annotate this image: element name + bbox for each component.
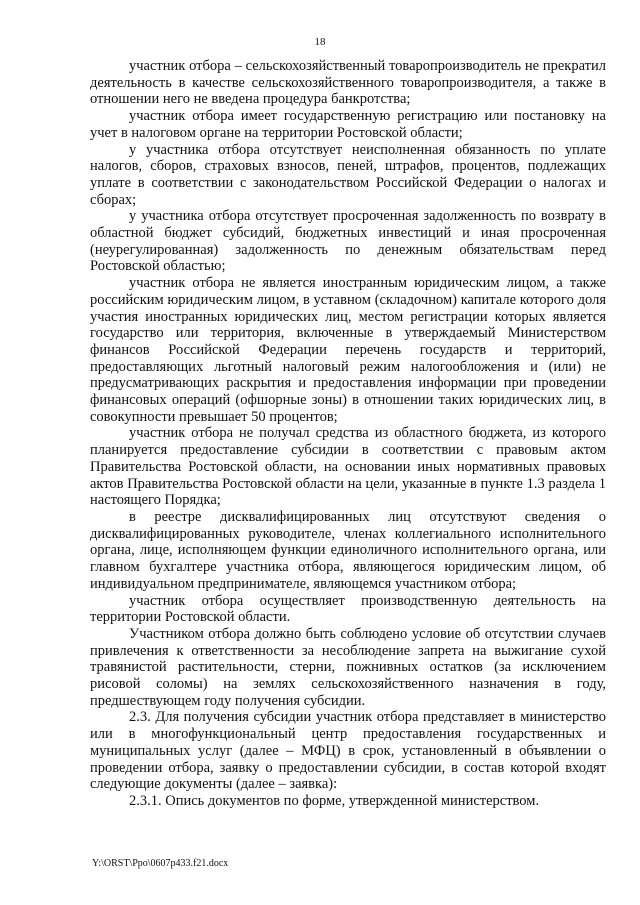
paragraph: участник отбора имеет государственную регистрацию или постановку на учет в налоговом органе на территории Ростовской области;: [90, 108, 606, 141]
page-number: 18: [314, 36, 326, 48]
paragraph: участник отбора – сельскохозяйственный товаропроизводитель не прекратил деятельность в качестве сельскохозяйственного товаропроизводителя, а также в отношении него не введена процедура банкротства;: [90, 58, 606, 108]
paragraph: участник отбора не получал средства из областного бюджета, из которого планируется предоставление субсидии в соответствии с правовым актом Правительства Ростовской области, на основании иных нормативных правовых актов Правительства Ростовской области на цели, указанные в пункте 1.3 раздела 1 настоящего Порядка;: [90, 425, 606, 509]
paragraph: 2.3.1. Опись документов по форме, утвержденной министерством.: [129, 792, 540, 809]
paragraph: у участника отбора отсутствует неисполненная обязанность по уплате налогов, сборов, страховых взносов, пеней, штрафов, процентов, подлежащих уплате в соответствии с законодательством Российской Федерации о налогах и сборах;: [90, 141, 606, 208]
paragraph: Участником отбора должно быть соблюдено условие об отсутствии случаев привлечения к ответственности за несоблюдение запрета на выжигание сухой травянистой растительности, стерни, пожнивных остатков (за исключением рисовой соломы) на землях сельскохозяйственного назначения в году, предшествующем году получения субсидии.: [90, 625, 606, 709]
paragraph: участник отбора осуществляет производственную деятельность на территории Ростовской области.: [90, 592, 606, 626]
paragraph: у участника отбора отсутствует просроченная задолженность по возврату в областной бюджет субсидий, бюджетных инвестиций и иная просроченная (неурегулированная) задолженность по денежным обязательствам перед Ростовской областью;: [90, 208, 606, 275]
paragraph: в реестре дисквалифицированных лиц отсутствуют сведения о дисквалифицированных руководителе, членах коллегиального исполнительного органа, лице, исполняющем функции единоличного исполнительного органа, или главном бухгалтере участника отбора, являющегося юридическим лицом, об индивидуальном предпринимателе, являющемся участником отбора;: [90, 508, 606, 592]
document-body: [90, 58, 606, 810]
paragraph: 2.3. Для получения субсидии участник отбора представляет в министерство или в многофункциональный центр предоставления государственных и муниципальных услуг (далее – МФЦ) в срок, установленный в объявлении о проведении отбора, заявку о предоставлении субсидии, в состав которой входят следующие документы (далее – заявка):: [90, 709, 606, 793]
paragraph: участник отбора не является иностранным юридическим лицом, а также российским юридическим лицом, в уставном (складочном) капитале которого доля участия иностранных юридических лиц, местом регистрации которых является государство или территория, включенные в утверждаемый Министерством финансов Российской Федерации перечень государств и территорий, предоставляющих льготный налоговый режим налогообложения и (или) не предусматривающих раскрытия и предоставления информации при проведении финансовых операций (офшорные зоны) в отношении таких юридических лиц, в совокупности превышает 50 процентов;: [90, 275, 606, 425]
footer-file-path: Y:\ORST\Ppo\0607p433.f21.docx: [92, 858, 229, 869]
